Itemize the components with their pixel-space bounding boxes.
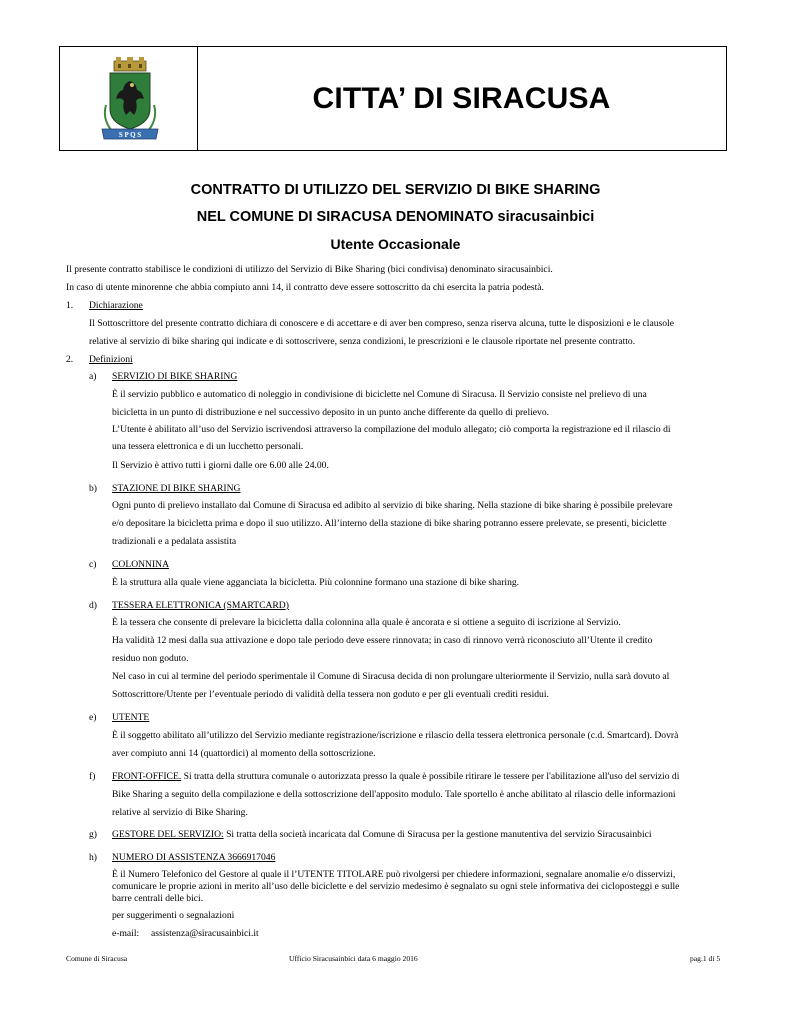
item-g-letter: g) xyxy=(89,829,97,840)
item-f-heading: FRONT-OFFICE. xyxy=(112,771,182,782)
item-a-line: Il Servizio è attivo tutti i giorni dalle ore 6.00 alle 24.00. xyxy=(112,460,329,471)
section-2-heading: Definizioni xyxy=(89,354,133,365)
contract-subtitle: Utente Occasionale xyxy=(330,236,461,252)
item-d-line: Sottoscrittore/Utente per l’eventuale periodo di validità della tessera non goduto e per gli eventuali crediti residui. xyxy=(112,689,549,700)
intro-line-2: In caso di utente minorenne che abbia compiuto anni 14, il contratto deve essere sottoscritto da chi esercita la patria podestà. xyxy=(66,282,544,293)
item-h-line: comunicare le proprie azioni in merito all’uso delle biciclette e del servizio medesimo è segnalato su ogni stele informativa dei cicloposteggi e sulle xyxy=(112,881,680,892)
item-f-line: relative al servizio di Bike Sharing. xyxy=(112,807,248,818)
item-a-line: una tessera elettronica e di un lucchetto personali. xyxy=(112,441,304,452)
item-a-line: L’Utente è abilitato all’uso del Servizio iscrivendosi attraverso la compilazione del modulo allegato; ciò comporta la registrazione ed il rilascio di xyxy=(112,424,671,435)
item-b-heading: STAZIONE DI BIKE SHARING xyxy=(112,483,241,494)
item-d-line: Ha validità 12 mesi dalla sua attivazione e dopo tale periodo deve essere rinnovata; in caso di rinnovo verrà riconosciuto all’Utente il credito xyxy=(112,635,653,646)
item-d-line: Nel caso in cui al termine del periodo sperimentale il Comune di Siracusa decida di non prolungare ulteriormente il Servizio, nulla sarà dovuto al xyxy=(112,671,670,682)
item-c-letter: c) xyxy=(89,559,97,570)
item-f-line: Bike Sharing a seguito della compilazione e della sottoscrizione dell'apposito modulo. Tale sportello è anche abilitato al rilascio delle informazioni xyxy=(112,789,676,800)
item-d-line: È la tessera che consente di prelevare la bicicletta dalla colonnina alla quale è ancorata e si ottiene a seguito di iscrizione al Servizio. xyxy=(112,617,621,628)
footer-center: Ufficio Siracusainbici data 6 maggio 2016 xyxy=(289,954,418,963)
item-h-suggestions: per suggerimenti o segnalazioni xyxy=(112,910,235,921)
item-d-letter: d) xyxy=(89,600,97,611)
section-2-number: 2. xyxy=(66,354,74,365)
support-email-link[interactable]: assistenza@siracusainbici.it xyxy=(151,928,259,939)
city-coat-of-arms-logo xyxy=(96,57,164,145)
item-b-line: e/o depositare la bicicletta prima e dopo il suo utilizzo. All’interno della stazione di bike sharing potranno essere prelevate, se presenti, biciclette xyxy=(112,518,667,529)
item-e-heading: UTENTE xyxy=(112,712,150,723)
item-h-heading: NUMERO DI ASSISTENZA 3666917046 xyxy=(112,852,276,863)
contract-title-line-1: CONTRATTO DI UTILIZZO DEL SERVIZIO DI BIKE SHARING xyxy=(190,182,601,198)
item-b-line: Ogni punto di prelievo installato dal Comune di Siracusa ed adibito al servizio di bike sharing. Nella stazione di bike sharing è possibile prelevare xyxy=(112,500,673,511)
item-d-line: residuo non goduto. xyxy=(112,653,189,664)
item-a-heading: SERVIZIO DI BIKE SHARING xyxy=(112,371,238,382)
contract-title-line-2: NEL COMUNE DI SIRACUSA DENOMINATO siracusainbici xyxy=(196,209,595,225)
item-f-first-line-rest: Si tratta della struttura comunale o autorizzata presso la quale è possibile ritirare le tessere per l'abilitazione all'uso del servizio di xyxy=(181,771,680,782)
item-h-line: È il Numero Telefonico del Gestore al quale il l’UTENTE TITOLARE può rivolgersi per chiedere informazioni, segnalare anomalie e/o disservizi, xyxy=(112,869,676,880)
item-g-heading: GESTORE DEL SERVIZIO: xyxy=(112,829,224,840)
item-e-line: È il soggetto abilitato all’utilizzo del Servizio mediante registrazione/iscrizione e rilascio della tessera elettronica personale (c.d. Smartcard). Dovrà xyxy=(112,730,679,741)
item-f-first-line xyxy=(112,771,679,783)
item-g-line xyxy=(112,829,652,841)
item-h-email-label: e-mail: xyxy=(112,928,140,939)
item-c-heading: COLONNINA xyxy=(112,559,170,570)
item-b-line: tradizionali e a pedalata assistita xyxy=(112,536,237,547)
section-1-line: Il Sottoscrittore del presente contratto dichiara di conoscere e di accettare e di aver ben compreso, senza riserva alcuna, tutte le disposizioni e le clausole xyxy=(89,318,674,329)
item-e-line: aver compiuto anni 14 (quattordici) al momento della sottoscrizione. xyxy=(112,748,376,759)
item-e-letter: e) xyxy=(89,712,97,723)
item-b-letter: b) xyxy=(89,483,97,494)
item-d-heading: TESSERA ELETTRONICA (SMARTCARD) xyxy=(112,600,289,611)
item-f-letter: f) xyxy=(89,771,96,782)
item-h-letter: h) xyxy=(89,852,97,863)
item-c-line: È la struttura alla quale viene agganciata la bicicletta. Più colonnine formano una stazione di bike sharing. xyxy=(112,577,520,588)
footer-page-number: pag.1 di 5 xyxy=(690,954,721,963)
item-a-line: bicicletta in un punto di distribuzione e nel successivo deposito in un punto anche differente da quello di prelievo. xyxy=(112,407,550,418)
section-1-line: relative al servizio di bike sharing qui indicate e di sottoscrivere, senza condizioni, le prescrizioni e le clausole riportate nel presente contratto. xyxy=(89,336,636,347)
item-a-letter: a) xyxy=(89,371,97,382)
logo-banner-text: S P Q S xyxy=(118,131,142,139)
footer-left: Comune di Siracusa xyxy=(66,954,128,963)
intro-line-1: Il presente contratto stabilisce le condizioni di utilizzo del Servizio di Bike Sharing (bici condivisa) denominato siracusainbici. xyxy=(66,264,553,275)
logo-cell xyxy=(60,47,198,150)
city-title: CITTA’ DI SIRACUSA xyxy=(312,81,611,115)
section-1-number: 1. xyxy=(66,300,74,311)
document-header xyxy=(59,46,727,151)
section-1-heading: Dichiarazione xyxy=(89,300,143,311)
item-a-line: È il servizio pubblico e automatico di noleggio in condivisione di biciclette nel Comune di Siracusa. Il Servizio consiste nel prelievo di una xyxy=(112,389,647,400)
item-h-line: barre centrali delle bici. xyxy=(112,893,204,904)
item-g-line-rest: Si tratta della società incaricata dal Comune di Siracusa per la gestione manutentiva del servizio Siracusainbici xyxy=(223,829,652,840)
